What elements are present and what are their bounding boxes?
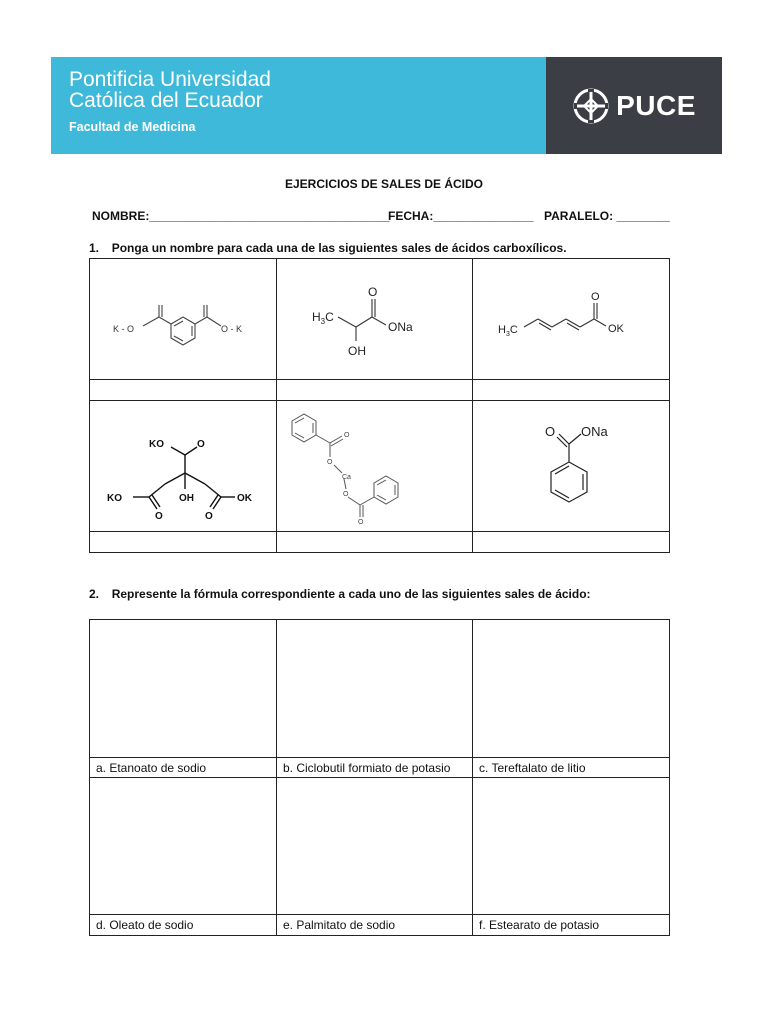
answer-cell-2[interactable] bbox=[277, 380, 473, 401]
question2 bbox=[89, 587, 591, 601]
answer-cell-5[interactable] bbox=[277, 532, 473, 553]
molecule-4-ok-right-label: OK bbox=[237, 492, 252, 504]
molecule-2-ona-label: ONa bbox=[387, 319, 413, 334]
molecule-5-o3-label: O bbox=[342, 491, 348, 498]
molecule-3-structure bbox=[496, 277, 646, 357]
document-title: EJERCICIOS DE SALES DE ÁCIDO bbox=[284, 177, 484, 191]
molecule-1-structure bbox=[103, 272, 263, 362]
nombre-field[interactable]: NOMBRE:____________________________________ bbox=[92, 209, 390, 223]
question1 bbox=[89, 241, 567, 255]
molecule-5-o2-label: O bbox=[326, 459, 332, 466]
answer-cell-1[interactable] bbox=[90, 380, 277, 401]
molecule-4-o-left-label: O bbox=[155, 510, 163, 519]
answer-cell-3[interactable] bbox=[473, 380, 670, 401]
question2-text: Represente la fórmula correspondiente a cada uno de las siguientes sales de ácido: bbox=[111, 587, 591, 601]
molecule-1-right-label: O - K bbox=[221, 323, 243, 334]
question1-number: 1. bbox=[89, 241, 100, 255]
molecule-cell-4 bbox=[90, 401, 277, 532]
paralelo-field[interactable]: PARALELO: ________ bbox=[544, 209, 670, 223]
logo-panel bbox=[546, 57, 722, 154]
faculty-name: Facultad de Medicina bbox=[69, 120, 196, 134]
question2-number: 2. bbox=[89, 587, 100, 601]
drawing-cell-f[interactable] bbox=[473, 778, 670, 915]
molecule-2-h3c-label: $H_3C$ bbox=[311, 309, 334, 326]
molecule-4-ko-left-label: KO bbox=[107, 492, 122, 504]
molecule-2-oh-label: OH bbox=[347, 343, 366, 358]
label-cell-d: d. Oleato de sodio bbox=[90, 915, 277, 936]
label-cell-a: a. Etanoato de sodio bbox=[90, 758, 277, 778]
question1-table bbox=[89, 258, 670, 553]
drawing-cell-c[interactable] bbox=[473, 620, 670, 758]
molecule-1-left-label: K - O bbox=[113, 323, 135, 334]
header-banner bbox=[51, 57, 722, 154]
answer-cell-6[interactable] bbox=[473, 532, 670, 553]
question2-table bbox=[89, 619, 670, 936]
question1-text: Ponga un nombre para cada una de las siguientes sales de ácidos carboxílicos. bbox=[111, 241, 567, 255]
molecule-5-ca-label: Ca bbox=[341, 474, 351, 481]
molecule-3-o-label: O bbox=[591, 290, 600, 303]
university-name-line1: Pontificia Universidad bbox=[69, 68, 271, 91]
label-cell-f: f. Estearato de potasio bbox=[473, 915, 670, 936]
drawing-cell-b[interactable] bbox=[277, 620, 473, 758]
molecule-5-o1-label: O bbox=[343, 432, 349, 439]
molecule-6-ona-label: ONa bbox=[581, 423, 608, 439]
molecule-cell-2 bbox=[277, 259, 473, 380]
puce-emblem-icon bbox=[572, 87, 610, 125]
molecule-cell-3 bbox=[473, 259, 670, 380]
drawing-cell-a[interactable] bbox=[90, 620, 277, 758]
university-panel bbox=[51, 57, 546, 154]
molecule-cell-6 bbox=[473, 401, 670, 532]
label-cell-c: c. Tereftalato de litio bbox=[473, 758, 670, 778]
molecule-cell-1 bbox=[90, 259, 277, 380]
molecule-4-o-right-label: O bbox=[205, 510, 213, 519]
molecule-2-structure bbox=[310, 267, 440, 367]
molecule-4-structure bbox=[93, 409, 273, 519]
fecha-field[interactable]: FECHA:_______________ bbox=[388, 209, 534, 223]
molecule-2-o-label: O bbox=[367, 284, 377, 299]
answer-cell-4[interactable] bbox=[90, 532, 277, 553]
label-cell-e: e. Palmitato de sodio bbox=[277, 915, 473, 936]
molecule-6-structure bbox=[511, 414, 631, 514]
molecule-cell-5 bbox=[277, 401, 473, 532]
molecule-4-ko-top-label: KO bbox=[149, 438, 164, 450]
molecule-5-structure bbox=[280, 401, 470, 526]
molecule-3-ok-label: OK bbox=[608, 322, 624, 335]
drawing-cell-d[interactable] bbox=[90, 778, 277, 915]
puce-logo-text: PUCE bbox=[616, 89, 696, 121]
label-cell-b: b. Ciclobutil formiato de potasio bbox=[277, 758, 473, 778]
molecule-5-o4-label: O bbox=[357, 519, 363, 526]
university-name-line2: Católica del Ecuador bbox=[69, 89, 263, 112]
molecule-4-o-top-label: O bbox=[197, 438, 205, 450]
drawing-cell-e[interactable] bbox=[277, 778, 473, 915]
molecule-6-o-label: O bbox=[545, 423, 556, 439]
molecule-4-oh-label: OH bbox=[179, 492, 194, 504]
molecule-3-h3c-label: $H_3C$ bbox=[498, 323, 518, 338]
